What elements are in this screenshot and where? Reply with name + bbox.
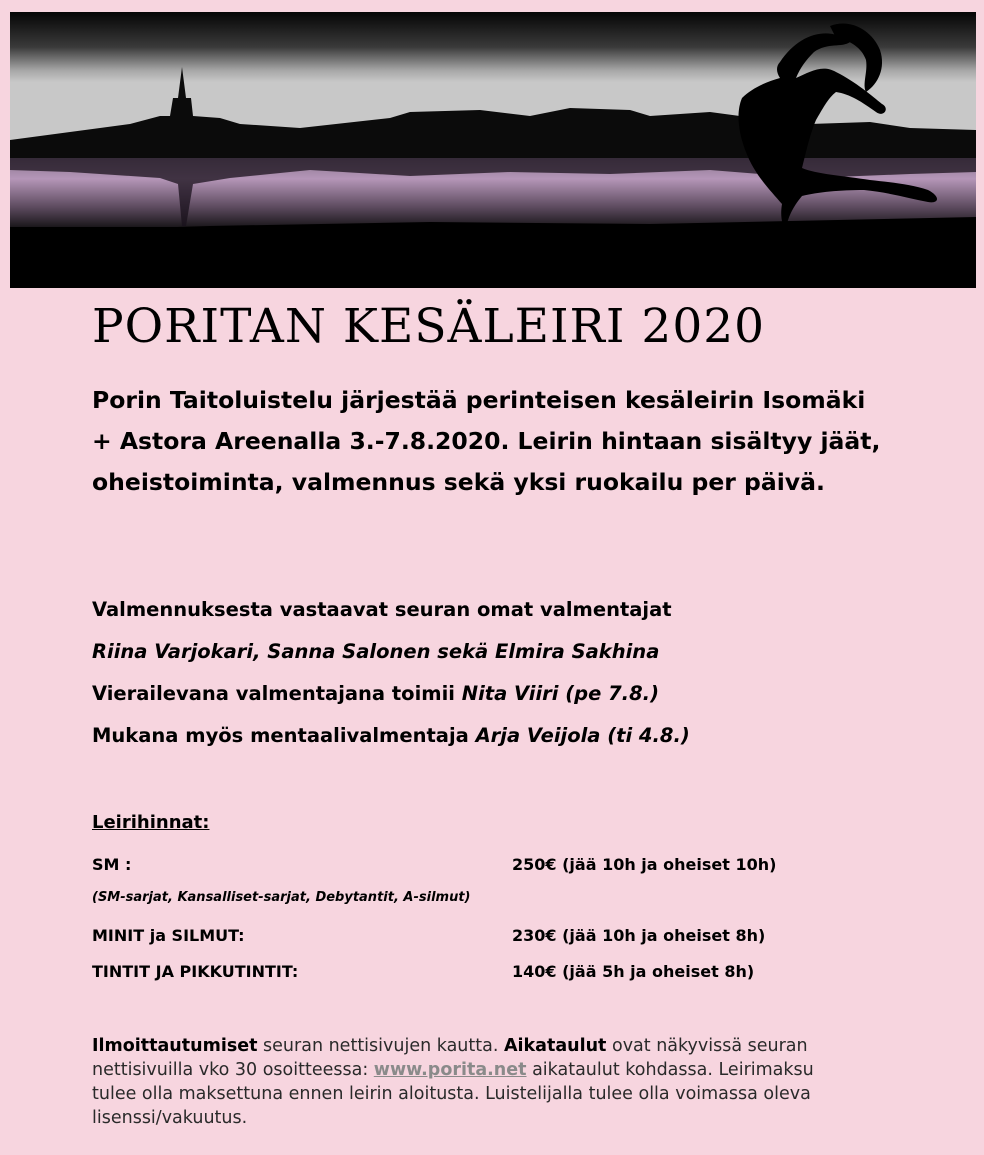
intro-paragraph: Porin Taitoluistelu järjestää perinteisen kesäleirin Isomäki + Astora Areenalla 3.-7.8.2020. Leirin hintaan sisältyy jäät, oheistoiminta, valmennus sekä yksi ruokailu per päivä. [92, 386, 881, 496]
footer-text: ovat näkyvissä seuran nettisivuilla vko 30 osoitteessa: [92, 1036, 808, 1080]
coaches-names [92, 631, 912, 673]
visiting-coach-label: Vierailevana valmentajana toimii [92, 682, 462, 705]
footer-text: aikataulut kohdassa. Leirimaksu tulee olla maksettuna ennen leirin aloitusta. Luistelijalla tulee olla voimassa oleva lisenssi/vakuutus. [92, 1060, 814, 1128]
price-group: TINTIT JA PIKKUTINTIT: [92, 962, 299, 981]
visiting-coach-name: Nita Viiri (pe 7.8.) [461, 682, 659, 705]
schedule-label: Aikataulut [503, 1036, 607, 1056]
price-value: 140€ (jää 5h ja oheiset 8h) [512, 962, 755, 981]
skater-silhouette-illustration [10, 12, 976, 288]
mental-coach-label: Mukana myös mentaalivalmentaja [92, 724, 476, 747]
footer-text: seuran nettisivujen kautta. [257, 1036, 504, 1056]
registration-label: Ilmoittautumiset [92, 1036, 258, 1056]
banner-image [10, 12, 976, 288]
mental-coach-name: Arja Veijola (ti 4.8.) [475, 724, 690, 747]
price-row-minit [92, 926, 892, 945]
mental-coach-line [92, 715, 912, 757]
page-title: PORITAN KESÄLEIRI 2020 [92, 299, 766, 354]
visiting-coach-line [92, 673, 912, 715]
price-group: SM : [92, 855, 132, 874]
price-row-sm [92, 855, 892, 874]
footer-paragraph [92, 1034, 862, 1130]
price-value: 230€ (jää 10h ja oheiset 8h) [512, 926, 766, 945]
prices-heading: Leirihinnat: [92, 812, 210, 833]
price-group: MINIT ja SILMUT: [92, 926, 245, 945]
coaches-section [92, 589, 912, 757]
sm-groups-note: (SM-sarjat, Kansalliset-sarjat, Debytantit, A-silmut) [92, 890, 471, 905]
coach-names-text: Riina Varjokari, Sanna Salonen sekä Elmira Sakhina [92, 640, 660, 663]
coaches-line: Valmennuksesta vastaavat seuran omat valmentajat [92, 598, 672, 621]
price-value: 250€ (jää 10h ja oheiset 10h) [512, 855, 777, 874]
price-row-tintit [92, 962, 892, 981]
website-link[interactable]: www.porita.net [373, 1060, 527, 1080]
